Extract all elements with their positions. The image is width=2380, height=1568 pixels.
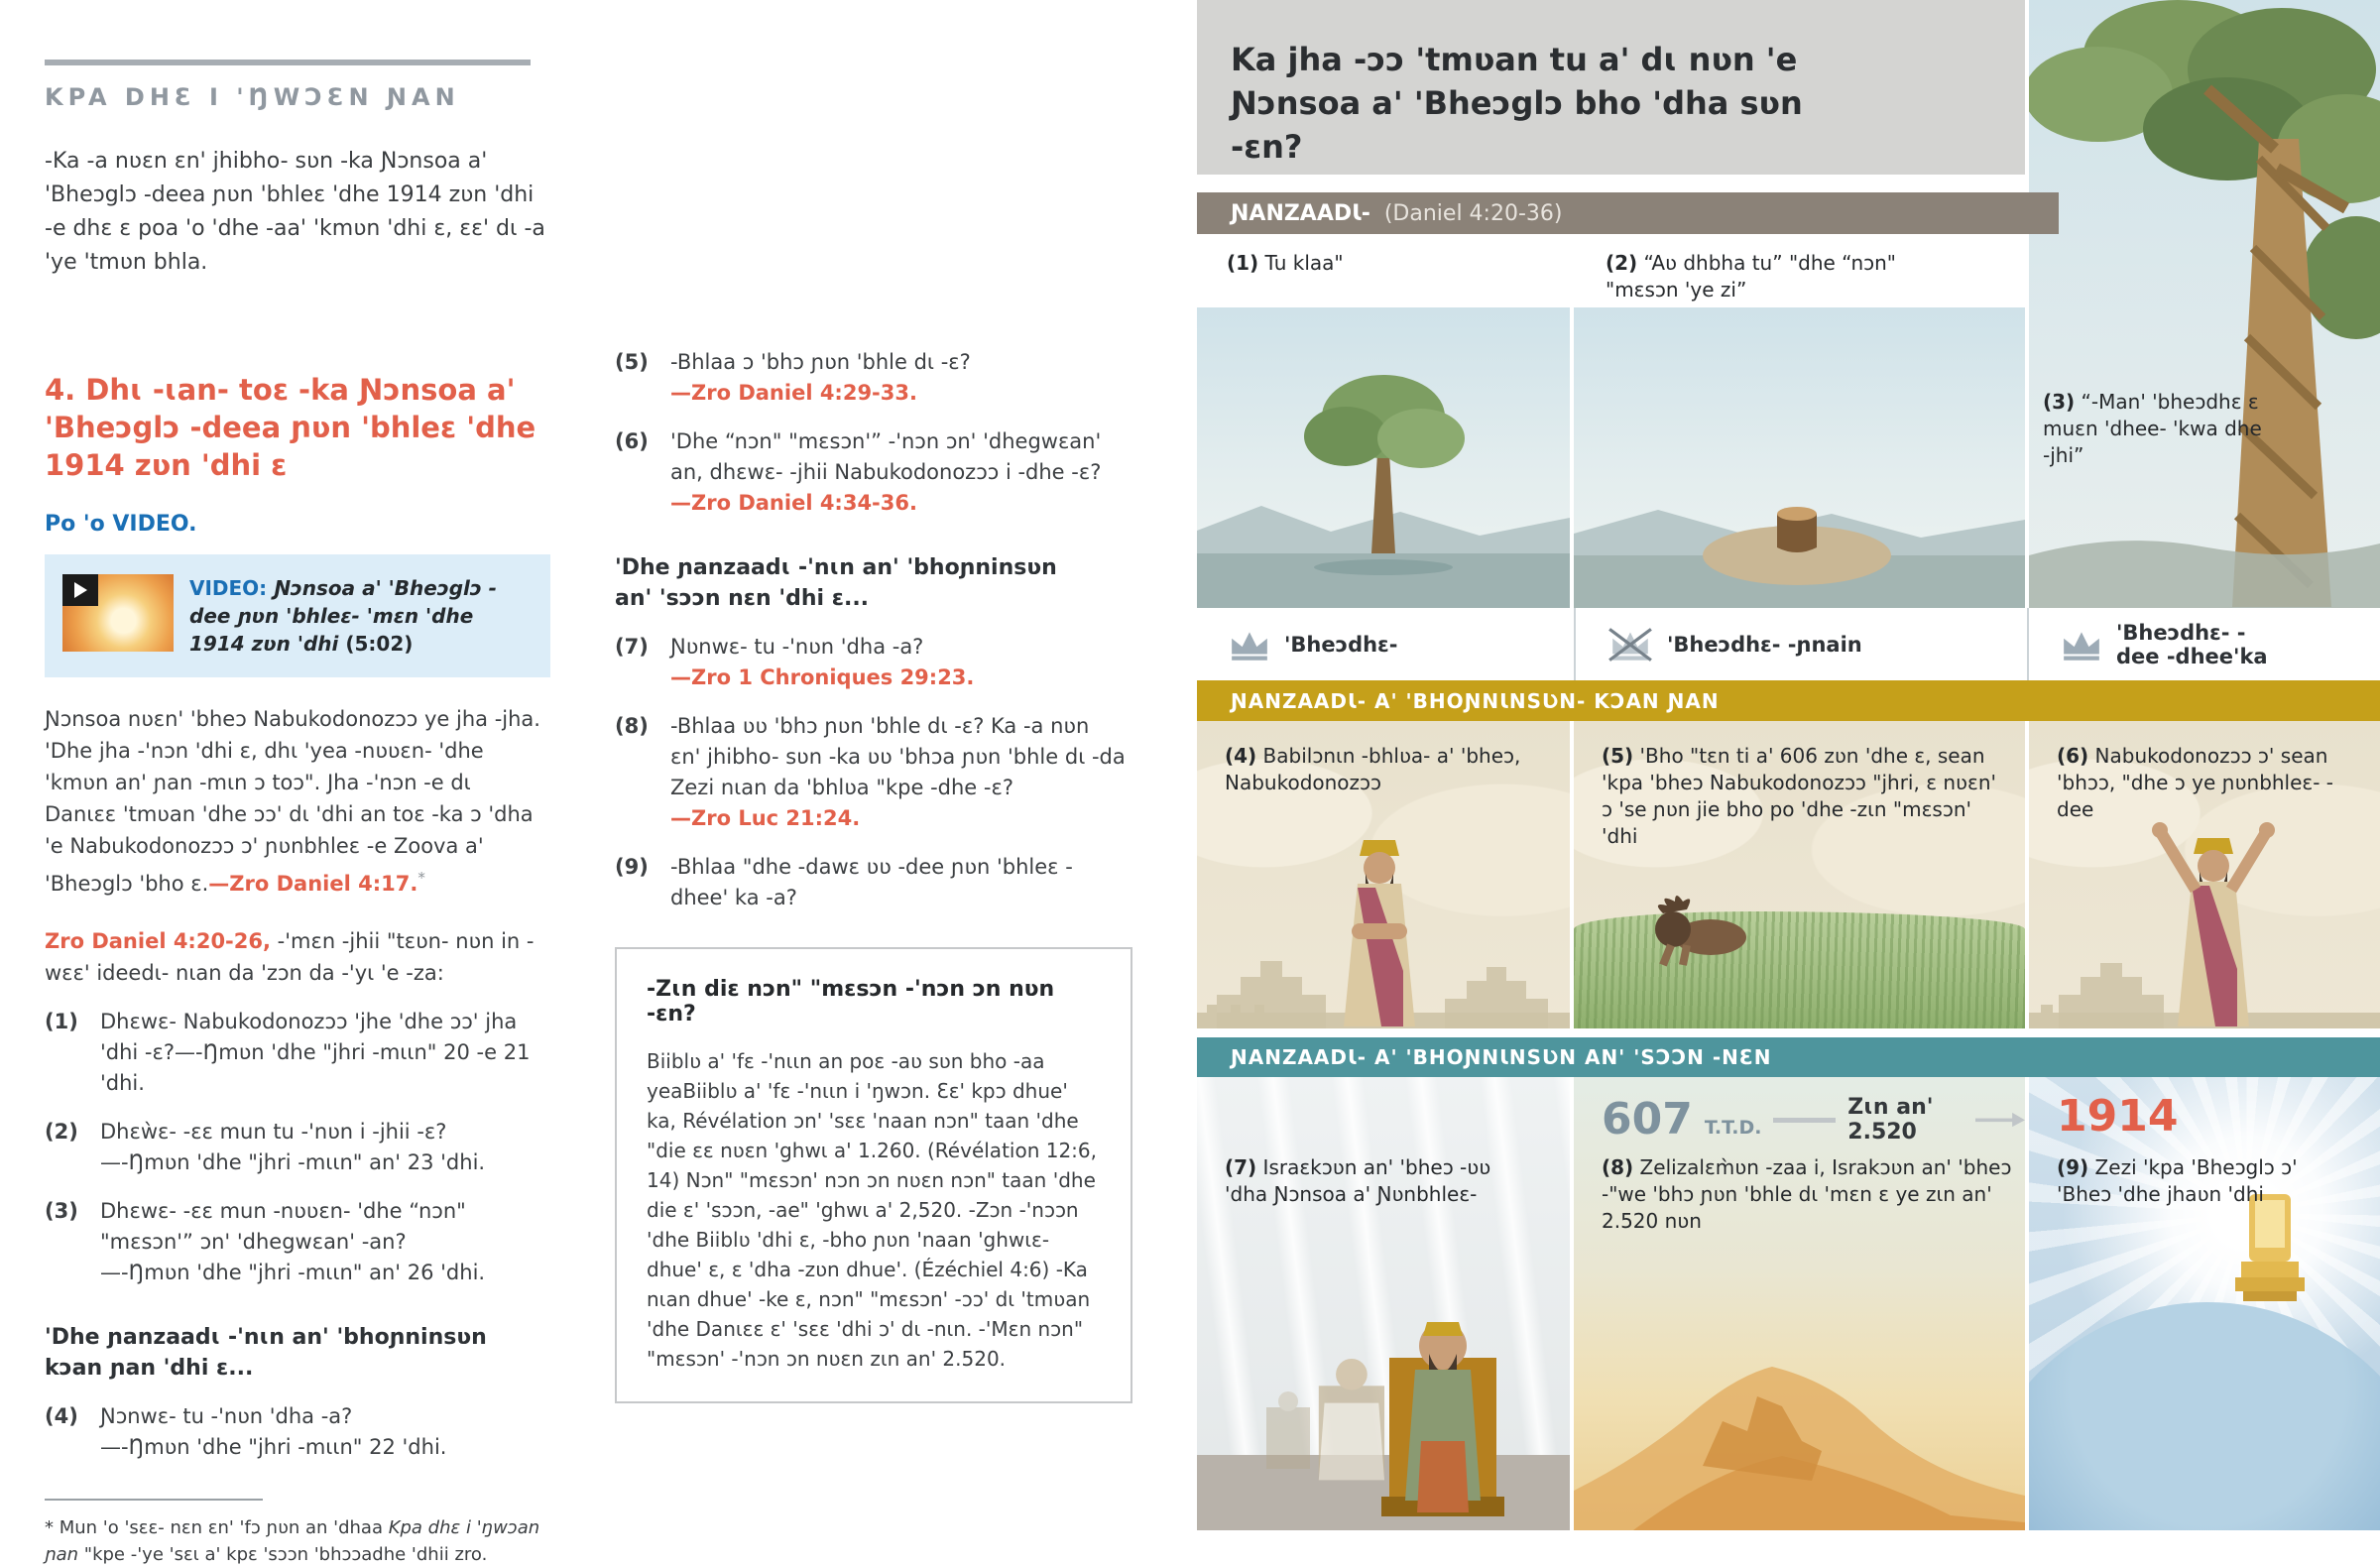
question-number: (4)	[45, 1404, 78, 1428]
panel-davidic-kings	[1197, 1077, 1570, 1530]
question-number: (7)	[615, 635, 649, 659]
caption-3: (3) “-Man' 'bheɔdhɛ ɛ muɛn 'dhee- 'kwa dhe -jhi”	[2043, 390, 2262, 467]
ruins-mound-illustration	[1574, 1272, 2025, 1530]
subheading-b: 'Dhe ɲanzaadɩ -'nɩn an' 'bhoɲninsʋn an' 'sɔɔn nɛn 'dhi ɛ...	[615, 555, 1057, 611]
kingship-label: 'Bheɔdhɛ- -dee -dhee'ka	[2116, 620, 2268, 668]
sidebar-box	[615, 947, 1132, 1403]
footnote-mark[interactable]: *	[417, 869, 425, 887]
question-number: (3)	[45, 1199, 78, 1223]
paragraph-2: Zro Daniel 4:20-26, -'mɛn -jhii "tɛʋn- nʋn in -wɛɛ' ideedɩ- nɩan da 'zɔn da -'yɩ 'e -za:	[45, 929, 535, 985]
question-text: -Bhlaa ʋʋ 'bhɔ ɲʋn 'bhle dɩ -ɛ? Ka -a nʋn ɛn' jhibho- sʋn -ka ʋʋ 'bhɔa ɲʋn 'bhle dɩ -da Zezi nɩan da 'bhlʋa "kpe -dhe -ɛ?	[670, 714, 1126, 799]
video-duration: (5:02)	[345, 632, 414, 656]
timeline-span-label: Zɩn an' 2.520	[1847, 1095, 1934, 1145]
middle-column	[615, 347, 1126, 1403]
lesson-title: 4. Dhɩ -ɩan- toɛ -ka Ɲɔnsoa a' 'Bheɔglɔ -deea ɲʋn 'bhleɛ 'dhe 1914 zʋn 'dhi ɛ	[45, 373, 536, 482]
footnote-mark: *	[45, 1517, 54, 1538]
scripture-ref[interactable]: —Zro Daniel 4:17.	[208, 872, 418, 896]
kingship-cell-2	[1574, 608, 2029, 680]
tree-standing-illustration	[1197, 307, 1570, 608]
question-text: Dhɛwɛ- Nabukodonozɔɔ 'jhe 'dhe ɔɔ' jha 'dhi -ɛ?	[100, 1010, 518, 1064]
caption-8: (8) Zelizalɛm̀ʋn -zaa i, Israkɔʋn an' 'bheɔ -"we 'bhɔ ɲʋn 'bhle dɩ 'mɛn ɛ ye zɩn an' 2.520 nʋn	[1602, 1155, 2012, 1233]
kicker-rule	[45, 60, 531, 65]
video-thumbnail[interactable]	[62, 574, 174, 652]
timeline-end-year: 1914	[2057, 1091, 2179, 1142]
question-text: Dhɛẁɛ- -ɛɛ mun tu -'nʋn i -jhii -ɛ?	[100, 1120, 447, 1144]
timeline-line	[1773, 1118, 1836, 1123]
study-question-9	[615, 852, 1126, 913]
scripture-ref[interactable]: Zro Daniel 4:20-26,	[45, 929, 271, 953]
question-number: (8)	[615, 714, 649, 738]
video-box[interactable]	[45, 554, 550, 677]
footnote: * Mun 'o 'sɛɛ- nɛn ɛn' 'fɔ ɲʋn an 'dhaa Kpa dhɛ i 'ŋwɔan ɲan "kpe -'ye 'sɛɩ a' kpɛ 'sɔɔn 'bhɔɔadhe 'dhii zro.	[45, 1517, 540, 1565]
king-arms-raised-illustration	[2138, 810, 2287, 1028]
caption-7: (7) Israɛkɔʋn an' 'bheɔ -ʋʋ 'dha Ɲɔnsoa a' Ɲʋnbhleɛ-	[1225, 1155, 1491, 1206]
study-question-4	[45, 1401, 545, 1463]
timeline	[1602, 1095, 2025, 1145]
caption-1: (1) Tu klaa"	[1227, 251, 1344, 275]
answer-text: —-Ŋmʋn 'dhe "jhri -mɩɩn" 22 'dhi.	[100, 1435, 447, 1459]
kingship-label: 'Bheɔdhɛ- -ɲnain	[1667, 632, 1862, 657]
caption-5: (5) 'Bho "tɛn ti a' 606 zʋn 'dhe ɛ, sean 'kpa 'bheɔ Nabukodonozɔɔ "jhri, ɛ nʋɛn' ɔ 'se ɲʋn jie bho po 'dhe -zɩn "mɛsɔn' 'dhi	[1602, 744, 1996, 848]
panel-nebuchadnezzar	[1197, 721, 1570, 1028]
band-fulfillment-first: ƝANZAADƖ- A' 'BHOƝNƖNSƲN- KƆAN ƝAN	[1197, 680, 2380, 721]
panel-gentile-times	[1574, 1077, 2025, 1530]
caption-9: (9) Zezi 'kpa 'Bheɔglɔ ɔ' 'Bheɔ 'dhe jhaʋn 'dhi	[2057, 1155, 2298, 1206]
question-text: -Bhlaa "dhe -dawɛ ʋʋ -dee ɲʋn 'bhleɛ -dhee' ka -a?	[670, 855, 1073, 909]
tree-stump-illustration	[1574, 307, 2025, 608]
panel-1914-kingdom	[2029, 1077, 2380, 1530]
band-fulfillment-second: ƝANZAADƖ- A' 'BHOƝNƖNSƲN AN' 'SƆƆN -NƐN	[1197, 1037, 2380, 1077]
band-vision-ref[interactable]: (Daniel 4:20-36)	[1383, 200, 1563, 226]
timeline-start-year: 607	[1602, 1094, 1693, 1145]
sidebar-box-body: Biiblʋ a' 'fɛ -'nɩɩn an poɛ -aʋ sʋn bho -aa yeaBiiblʋ a' 'fɛ -'nɩɩn i 'ŋwɔn. Ɛɛ' kpɔ dhue' ka, Révélation ɔn' 'sɛɛ 'naan nɔn" taan 'dhe "die ɛɛ nʋɛn 'ghwɩ a' 1.260. (Révélation 12:6, 14) Nɔn" "mɛsɔn' nɔn ɔn nʋɛn nɔn" taan 'dhe die ɛ' 'sɔɔn, -ae" 'ghwɩ a' 2,520. -Zɔn -'nɔɔn 'dhe Biiblʋ 'dhi ɛ, -bho ɲʋn 'naan 'ghwɩɛ-dhue' ɛ, ɛ 'dha -zʋn dhue'. (Ézéchiel 4:6) -Ka nɩan dhue' -ke ɛ, nɔn" "mɛsɔn' -ɔɔ' dɩ 'tmʋan 'dhe Danɩɛɛ ɛ' 'sɛɛ 'dhi ɔ' dɩ -nɩn. -'Mɛn nɔn" "mɛsɔn' -'nɔn ɔn nʋɛn zɩn an' 2.520.	[647, 1049, 1098, 1371]
question-text: Dhɛwɛ- -ɛɛ mun -nʋʋɛn- 'dhe “nɔn" "mɛsɔn'” ɔn' 'dhegwɛan' -an?	[100, 1199, 466, 1254]
crown-crossed-icon	[1607, 627, 1653, 663]
band-vision-label: ƝANZAADƖ-	[1231, 200, 1370, 226]
scripture-ref[interactable]: —Zro Daniel 4:29-33.	[670, 381, 917, 405]
answer-text: —-Ŋmʋn 'dhe "jhri -mɩɩn" 20 -e 21 'dhi.	[100, 1040, 531, 1095]
chart-page	[1197, 0, 2380, 1530]
question-text: Ɲʋnwɛ- tu -'nʋn 'dha -a?	[670, 635, 924, 659]
kingship-label: 'Bheɔdhɛ-	[1284, 632, 1398, 657]
kingship-cell-1	[1197, 608, 1574, 680]
scripture-ref[interactable]: —Zro Daniel 4:34-36.	[670, 491, 917, 515]
kingship-cell-3	[2029, 608, 2380, 680]
study-question-2	[45, 1117, 545, 1178]
video-title: Ɲɔnsoa a' 'Bheɔglɔ -dee ɲʋn 'bhleɛ- 'mɛn 'dhe 1914 zʋn 'dhi	[189, 576, 497, 656]
question-text: 'Dhe “nɔn" "mɛsɔn'” -'nɔn ɔn' 'dhegwɛan' an, dhɛwɛ- -jhii Nabukodonozɔɔ i -dhe -ɛ?	[670, 429, 1102, 484]
question-number: (1)	[45, 1010, 78, 1033]
play-icon[interactable]	[62, 574, 98, 606]
video-caption	[189, 574, 533, 658]
arrow-right-icon	[1975, 1110, 2025, 1130]
man-crawling-illustration	[1643, 890, 1762, 969]
video-link[interactable]: Po 'o VIDEO.	[45, 512, 197, 537]
footnote-rule	[45, 1499, 263, 1501]
study-question-7	[615, 632, 1126, 693]
caption-6: (6) Nabukodonozɔɔ ɔ' sean 'bhɔɔ, "dhe ɔ ye ɲʋnbhleɛ- -dee	[2057, 744, 2334, 821]
scripture-ref[interactable]: —Zro Luc 21:24.	[670, 806, 861, 830]
earth-globe	[2029, 1302, 2380, 1530]
chart-title: Ka jha -ɔɔ 'tmʋan tu a' dɩ nʋn 'e Ɲɔnsoa a' 'Bheɔglɔ bho 'dha sʋn -ɛn?	[1231, 41, 1803, 166]
question-number: (6)	[615, 429, 649, 453]
tree-grown-illustration	[2029, 0, 2380, 608]
timeline-era-label: T.T.D.	[1704, 1117, 1762, 1139]
scripture-ref[interactable]: —Zro 1 Chroniques 29:23.	[670, 665, 975, 689]
question-text: Ɲɔnwɛ- tu -'nʋn 'dha -a?	[100, 1404, 353, 1428]
kings-on-thrones-illustration	[1247, 1302, 1504, 1520]
answer-text: —-Ŋmʋn 'dhe "jhri -mɩɩn" an' 23 'dhi.	[100, 1150, 486, 1174]
crown-icon	[2061, 629, 2102, 661]
study-question-3	[45, 1196, 545, 1288]
lesson-intro: -Ka -a nʋɛn ɛn' jhibho- sʋn -ka Ɲɔnsoa a' 'Bheɔglɔ -deea ɲʋn 'bhleɛ 'dhe 1914 zʋn 'dhi -e dhɛ ɛ poa 'o 'dhe -aa' 'kmʋn 'dhi ɛ, ɛɛ' dɩ -a 'ye 'tmʋn bhla.	[45, 149, 545, 275]
publication-title: Kpa dhɛ i 'ŋwɔan ɲan	[45, 1517, 540, 1565]
panel-restored-king	[2029, 721, 2380, 1028]
paragraph-1: Ɲɔnsoa nʋɛn' 'bheɔ Nabukodonozɔɔ ye jha -jha. 'Dhe jha -'nɔn 'dhi ɛ, dhɩ 'yea -nʋʋɛn- 'dhe 'kmʋn an' ɲan -mɩn ɔ toɔ". Jha -'nɔn -e dɩ Danɩɛɛ 'tmʋan 'dhe ɔɔ' dɩ 'dhi an toɛ -ka ɔ 'dha 'e Nabukodonozɔɔ ɔ' ɲʋnbhleɛ -e Zoova a' 'Bheɔglɔ 'bho ɛ.—Zro Daniel 4:17.*	[45, 707, 540, 896]
answer-text: —-Ŋmʋn 'dhe "jhri -mɩɩn" an' 26 'dhi.	[100, 1261, 486, 1284]
sidebar-box-title: -Zɩn diɛ nɔn" "mɛsɔn -'nɔn ɔn nʋn -ɛn?	[647, 977, 1055, 1026]
study-question-8	[615, 711, 1126, 834]
question-number: (5)	[615, 350, 649, 374]
left-column	[45, 60, 545, 1568]
chart-title-band	[1197, 0, 2025, 175]
grass-field	[1574, 911, 2025, 1028]
section-kicker: KPA DHƐ I 'ŊWƆƐN ƝAN	[45, 83, 460, 111]
subheading-a: 'Dhe ɲanzaadɩ -'nɩn an' 'bhoɲninsʋn kɔan ɲan 'dhi ɛ...	[45, 1325, 487, 1381]
question-number: (9)	[615, 855, 649, 879]
tree-illustration	[2029, 0, 2380, 608]
caption-4: (4) Babilɔnɩn -bhlʋa- a' 'bheɔ, Nabukodonozɔɔ	[1225, 744, 1521, 794]
panel-eating-grass	[1574, 721, 2025, 1028]
study-question-5	[615, 347, 1126, 409]
king-standing-illustration	[1316, 820, 1445, 1028]
video-label: VIDEO:	[189, 576, 268, 600]
crown-icon	[1229, 629, 1270, 661]
question-number: (2)	[45, 1120, 78, 1144]
kingship-row	[1197, 608, 2380, 680]
study-question-6	[615, 426, 1126, 519]
question-text: -Bhlaa ɔ 'bhɔ ɲʋn 'bhle dɩ -ɛ?	[670, 350, 971, 374]
band-vision	[1197, 192, 2059, 234]
caption-2: (2) “Aʋ dhbha tu” "dhe “nɔn" "mɛsɔn 'ye zi”	[1606, 251, 1896, 302]
study-question-1	[45, 1007, 545, 1099]
